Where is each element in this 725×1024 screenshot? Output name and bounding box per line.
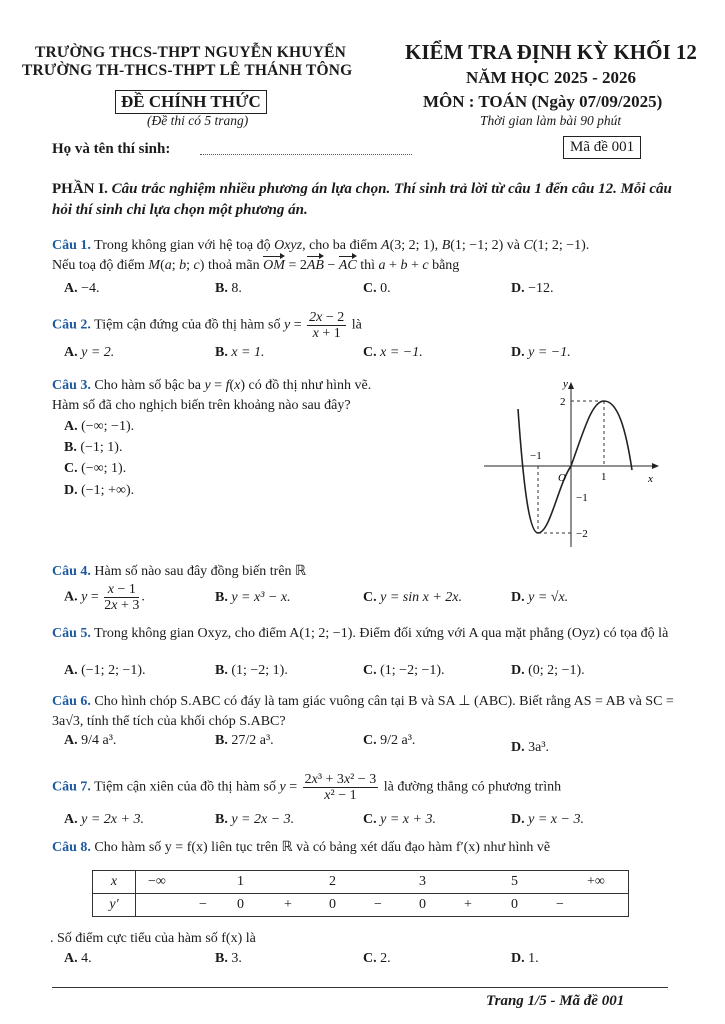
q5-option-c[interactable]: C. (1; −2; −1). (363, 663, 445, 678)
q8-text: Cho hàm số y = f(x) liên tục trên ℝ và có bảng xét dấu đạo hàm f′(x) như hình vẽ (94, 840, 551, 855)
sign-cell: − (556, 897, 564, 912)
q6-option-b[interactable]: B. 27/2 a³. (215, 733, 274, 748)
q3-option-b[interactable]: B. (−1; 1). (64, 440, 123, 455)
page-footer: Trang 1/5 - Mã đề 001 (486, 993, 625, 1009)
q7-tail: là đường thẳng có phương trình (383, 779, 562, 795)
q7-option-a[interactable]: A. y = 2x + 3. (64, 812, 144, 827)
q4-option-a[interactable]: A. y = $\frac{x - 1}{2x + 3}$ . (64, 582, 145, 613)
q7-text: Tiệm cận xiên của đồ thị hàm số (94, 779, 276, 795)
q2-option-b[interactable]: B. x = 1. (215, 345, 265, 360)
question-6 (52, 692, 677, 732)
q8-label: Câu 8. (52, 840, 91, 855)
sign-cell: 0 (329, 897, 336, 912)
q1-text-c: Nếu toạ độ điểm (52, 258, 145, 273)
footer-rule (52, 987, 668, 988)
q3-option-d[interactable]: D. (−1; +∞). (64, 483, 135, 498)
sign-cell: 3 (419, 874, 426, 889)
question-5 (52, 624, 677, 644)
sign-cell: 2 (329, 874, 336, 889)
graph-origin: O (558, 472, 566, 484)
q4-option-d[interactable]: D. y = √x. (511, 590, 569, 605)
q1-text-b: cho ba điểm (309, 238, 378, 253)
q2-label: Câu 2. (52, 317, 91, 333)
sign-cell: 0 (419, 897, 426, 912)
sign-cell: 5 (511, 874, 518, 889)
q1-option-b[interactable]: B. 8. (215, 281, 242, 296)
q6-text: Cho hình chóp S.ABC có đáy là tam giác vuông cân tại B và SA ⊥ (ABC). Biết rằng AS = AB và SC = 3a√3, tính thể tích của khối chóp S.ABC? (52, 694, 674, 729)
sign-cell: + (284, 897, 292, 912)
q2-option-d[interactable]: D. y = −1. (511, 345, 571, 360)
q3-text-a: Cho hàm số bậc ba (94, 378, 201, 393)
q8-option-a[interactable]: A. 4. (64, 951, 92, 966)
q2-tail: là (351, 317, 362, 333)
q5-option-a[interactable]: A. (−1; 2; −1). (64, 663, 146, 678)
q6-option-a[interactable]: A. 9/4 a³. (64, 733, 117, 748)
q1-text-e: thì (360, 258, 376, 273)
sign-cell: y′ (93, 894, 136, 917)
question-8 (52, 838, 550, 858)
graph-y-label: y (563, 378, 568, 390)
sign-cell: 1 (237, 874, 244, 889)
sign-table-row-y (93, 894, 629, 917)
q1-label: Câu 1. (52, 238, 91, 253)
pages-note: (Đề thi có 5 trang) (147, 113, 249, 128)
time-note: Thời gian làm bài 90 phút (480, 113, 622, 128)
graph-tick-xm1: −1 (530, 450, 542, 462)
cubic-graph (480, 375, 665, 555)
q3-text-b: có đồ thị như hình vẽ. (248, 378, 372, 393)
q4-option-c[interactable]: C. y = sin x + 2x. (363, 590, 462, 605)
sign-cell: 0 (237, 897, 244, 912)
name-field[interactable] (200, 154, 412, 155)
cubic-curve (518, 401, 632, 533)
sign-cell: +∞ (587, 874, 605, 889)
sign-cell: −∞ (148, 874, 166, 889)
question-3: Câu 3. Cho hàm số bậc ba y = f(x) có đồ thị như hình vẽ. Hàm số đã cho nghịch biến trên khoảng nào sau đây? (52, 378, 372, 413)
q7-option-b[interactable]: B. y = 2x − 3. (215, 812, 295, 827)
q3-option-c[interactable]: C. (−∞; 1). (64, 461, 127, 476)
part1-instructions: Câu trắc nghiệm nhiều phương án lựa chọn. Thí sinh trả lời từ câu 1 đến câu 12. Mỗi câu hỏi thí sinh chỉ lựa chọn một phương án. (52, 181, 672, 218)
part1-heading (52, 179, 674, 221)
graph-tick-ym2: −2 (576, 528, 588, 540)
q4-label: Câu 4. (52, 564, 91, 579)
sign-cell: − (199, 897, 207, 912)
question-4 (52, 562, 306, 582)
q6-label: Câu 6. (52, 694, 91, 709)
sign-cell: − (374, 897, 382, 912)
sign-cell: x (93, 871, 136, 894)
q3-label: Câu 3. (52, 378, 91, 393)
q5-text: Trong không gian Oxyz, cho điểm A(1; 2; −1). Điểm đối xứng với A qua mặt phẳng (Oyz) có tọa độ là (94, 626, 669, 641)
q1-option-d[interactable]: D. −12. (511, 281, 554, 296)
q2-text: Tiệm cận đứng của đồ thị hàm số (94, 317, 281, 333)
q6-option-d[interactable]: D. 3a³. (511, 740, 550, 755)
q1-text-a: Trong không gian với hệ toạ độ (94, 238, 271, 253)
school-year: NĂM HỌC 2025 - 2026 (466, 68, 636, 87)
sign-cell: 0 (511, 897, 518, 912)
official-badge: ĐỀ CHÍNH THỨC (115, 90, 267, 114)
exam-code: Mã đề 001 (563, 136, 641, 159)
part1-title-bold: PHẦN I. (52, 181, 108, 197)
sign-table (92, 870, 629, 917)
q3-text-c: Hàm số đã cho nghịch biến trên khoảng nào sau đây? (52, 398, 351, 413)
q7-label: Câu 7. (52, 779, 91, 795)
q8-option-c[interactable]: C. 2. (363, 951, 391, 966)
graph-tick-x1: 1 (601, 471, 607, 483)
q2-option-c[interactable]: C. x = −1. (363, 345, 423, 360)
graph-x-label: x (648, 473, 653, 485)
q1-text-f: bằng (432, 258, 460, 273)
school-name-1: TRƯỜNG THCS-THPT NGUYỄN KHUYẾN (35, 44, 347, 61)
sign-cell: + (464, 897, 472, 912)
graph-tick-ym1: −1 (576, 492, 588, 504)
graph-tick-2: 2 (560, 396, 566, 408)
q1-option-c[interactable]: C. 0. (363, 281, 391, 296)
q2-option-a[interactable]: A. y = 2. (64, 345, 115, 360)
q1-option-a[interactable]: A. −4. (64, 281, 100, 296)
q8-option-d[interactable]: D. 1. (511, 951, 539, 966)
q5-option-d[interactable]: D. (0; 2; −1). (511, 663, 585, 678)
q6-option-c[interactable]: C. 9/2 a³. (363, 733, 416, 748)
exam-title: KIỂM TRA ĐỊNH KỲ KHỐI 12 (405, 40, 697, 64)
q1-text-d: thoả mãn (207, 258, 260, 273)
question-1: Câu 1. Trong không gian với hệ toạ độ Oxyz, cho ba điểm A(3; 2; 1), B(1; −1; 2) và C(1; 2; −1). Nếu toạ độ điểm M(a; b; c) thoả mãn OM = 2AB − AC thì a + b + c bằng (52, 236, 692, 276)
q3-option-a[interactable]: A. (−∞; −1). (64, 419, 135, 434)
school-name-2: TRƯỜNG TH-THCS-THPT LÊ THÁNH TÔNG (22, 62, 353, 79)
subject-line: MÔN : TOÁN (Ngày 07/09/2025) (423, 92, 663, 111)
q4-text: Hàm số nào sau đây đồng biến trên ℝ (94, 564, 307, 579)
q4-option-b[interactable]: B. y = x³ − x. (215, 590, 291, 605)
q7-option-d[interactable]: D. y = x − 3. (511, 812, 584, 827)
q5-label: Câu 5. (52, 626, 91, 641)
question-2: Câu 2. Tiệm cận đứng của đồ thị hàm số y = $\frac{2x - 2}{x + 1}$ là (52, 310, 362, 341)
q5-option-b[interactable]: B. (1; −2; 1). (215, 663, 288, 678)
q7-option-c[interactable]: C. y = x + 3. (363, 812, 436, 827)
name-label: Họ và tên thí sinh: (52, 141, 171, 157)
q8-option-b[interactable]: B. 3. (215, 951, 242, 966)
question-7: Câu 7. Tiệm cận xiên của đồ thị hàm số y = $\frac{\text{2x³ + 3x² − 3}}{\text{x² − 1}}$ là đường thẳng có phương trình (52, 772, 562, 803)
sign-table-row-x (93, 871, 629, 894)
q8-after-text: . Số điểm cực tiểu của hàm số f(x) là (50, 931, 256, 946)
